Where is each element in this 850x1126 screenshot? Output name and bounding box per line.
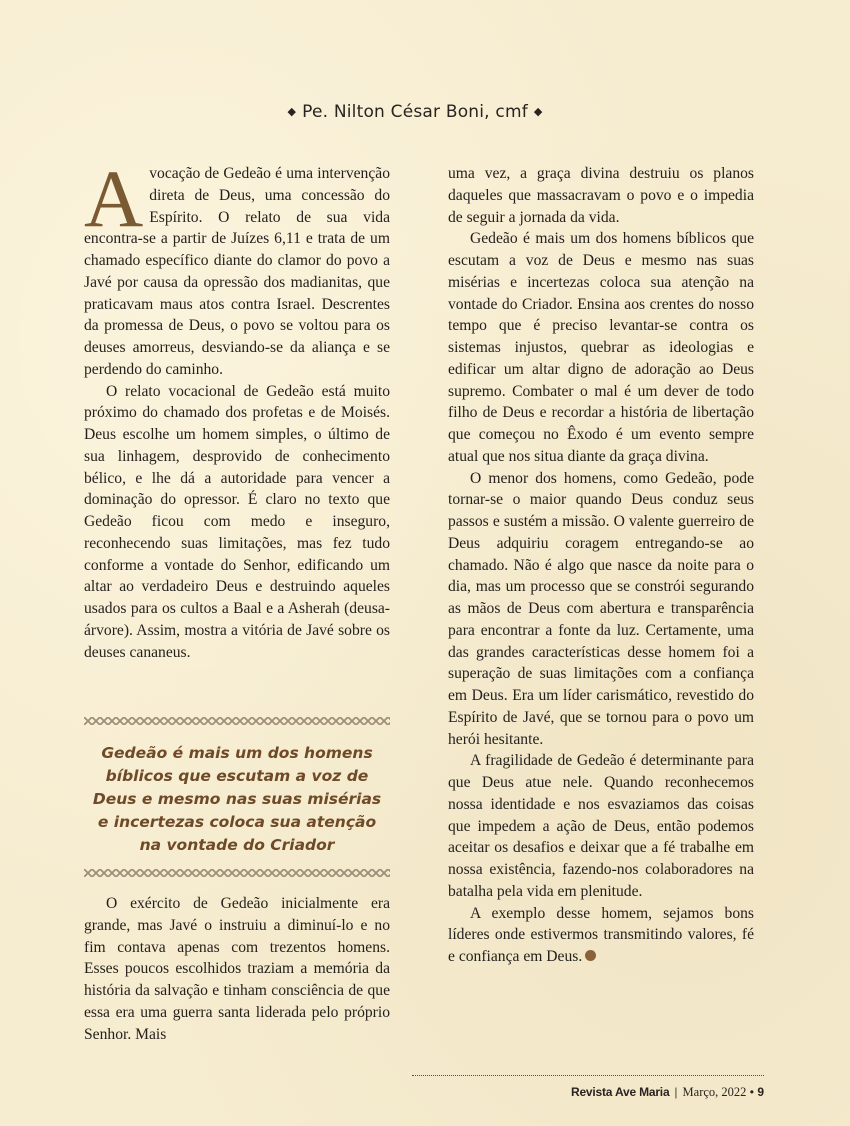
left-column-top — [84, 153, 390, 663]
issue-date: Março, 2022 — [682, 1085, 747, 1099]
ornamental-divider-top — [84, 716, 390, 726]
magazine-name: Revista Ave Maria — [570, 1085, 670, 1099]
pull-quote-line: bíblicos que escutam a voz de — [105, 767, 369, 785]
pull-quote-line: Gedeão é mais um dos homens — [101, 744, 373, 762]
footer-separator: | — [674, 1085, 678, 1099]
author-byline — [0, 102, 830, 122]
left-column-bottom — [84, 893, 390, 1045]
author-name: Pe. Nilton César Boni, cmf — [302, 102, 528, 122]
paragraph-1-text: vocação de Gedeão é uma intervenção direta de Deus, uma concessão do Espírito. O relato de sua vida encontra-se a partir de Juízes 6,11 e trata de um chamado específico diante do clamor do povo a Javé por causa da opressão dos madianitas, que praticavam maus atos contra Israel. Descrentes da promessa de Deus, o povo se voltou para os deuses amorreus, desviando-se da aliança e se perdendo do caminho. — [84, 165, 390, 378]
paragraph-8-text: A exemplo desse homem, sejamos bons líderes onde estivermos transmitindo valores, fé e confiança em Deus. — [448, 904, 754, 965]
pull-quote-line: e incertezas coloca sua atenção — [97, 813, 377, 831]
pull-quote — [84, 742, 390, 857]
paragraph-2: O relato vocacional de Gedeão está muito próximo do chamado dos profetas e de Moisés. Deus escolhe um homem simples, o último de sua linhagem, desprovido de conhecimento bélico, e lhe dá a autoridade para vencer a dominação do opressor. É claro no texto que Gedeão ficou com medo e inseguro, reconhecendo suas limitações, mas fez tudo conforme a vontade do Senhor, edificando um altar ao verdadeiro Deus e destruindo aqueles usados para os cultos a Baal e a Asherah (deusa-árvore). Assim, mostra a vitória de Javé sobre os deuses cananeus. — [84, 382, 390, 661]
paragraph-3: O exército de Gedeão inicialmente era grande, mas Javé o instruiu a diminuí-lo e no fim contava apenas com trezentos homens. Esses poucos escolhidos traziam a memória da história da salvação e tinham consciência de que essa era uma guerra santa liderada pelo próprio Senhor. Mais — [84, 895, 390, 1043]
ornamental-divider-bottom — [84, 868, 390, 878]
paragraph-1 — [84, 153, 390, 381]
paragraph-4: uma vez, a graça divina destruiu os planos daqueles que massacravam o povo e o impedia de seguir a jornada da vida. — [448, 165, 754, 226]
diamond-right-icon: ◆ — [533, 105, 543, 118]
page-footer — [571, 1085, 764, 1100]
right-column — [448, 163, 754, 968]
page-number: 9 — [757, 1085, 764, 1099]
footer-bullet: • — [749, 1085, 754, 1099]
end-mark-icon — [585, 950, 596, 961]
paragraph-7: A fragilidade de Gedeão é determinante para que Deus atue nele. Quando reconhecemos nossa identidade e nos esvaziamos das coisas que impedem a ação de Deus, então podemos aceitar os desafios e deixar que a fé trabalhe em nossa existência, fazendo-nos colaboradores na batalha pela vida em plenitude. — [448, 752, 754, 900]
diamond-left-icon: ◆ — [287, 105, 297, 118]
drop-cap: A — [84, 153, 144, 244]
paragraph-6: O menor dos homens, como Gedeão, pode tornar-se o maior quando Deus conduz seus passos e sustém a missão. O valente guerreiro de Deus adquiriu coragem entregando-se ao chamado. Não é algo que nasce da noite para o dia, mas um processo que se constrói segurando as mãos de Deus com abertura e transparência para encontrar a fonte da luz. Certamente, uma das grandes características desse homem foi a superação de suas limitações com a confiança em Deus. Era um líder carismático, revestido do Espírito de Javé, que se tornou para o povo um herói hesitante. — [448, 469, 754, 748]
pull-quote-line: Deus e mesmo nas suas misérias — [92, 790, 382, 808]
paragraph-8 — [448, 903, 754, 968]
footer-rule — [412, 1075, 764, 1076]
paragraph-5: Gedeão é mais um dos homens bíblicos que escutam a voz de Deus e mesmo nas suas misérias e incertezas coloca sua atenção na vontade do Criador. Ensina aos crentes do nosso tempo que é preciso levantar-se contra os sistemas injustos, quebrar as ideologias e edificar um altar digno de adoração ao Deus supremo. Combater o mal é um dever de todo filho de Deus e recordar a história de libertação que começou no Êxodo é um evento sempre atual que nos situa diante da graça divina. — [448, 230, 754, 465]
pull-quote-line: na vontade do Criador — [139, 836, 335, 854]
